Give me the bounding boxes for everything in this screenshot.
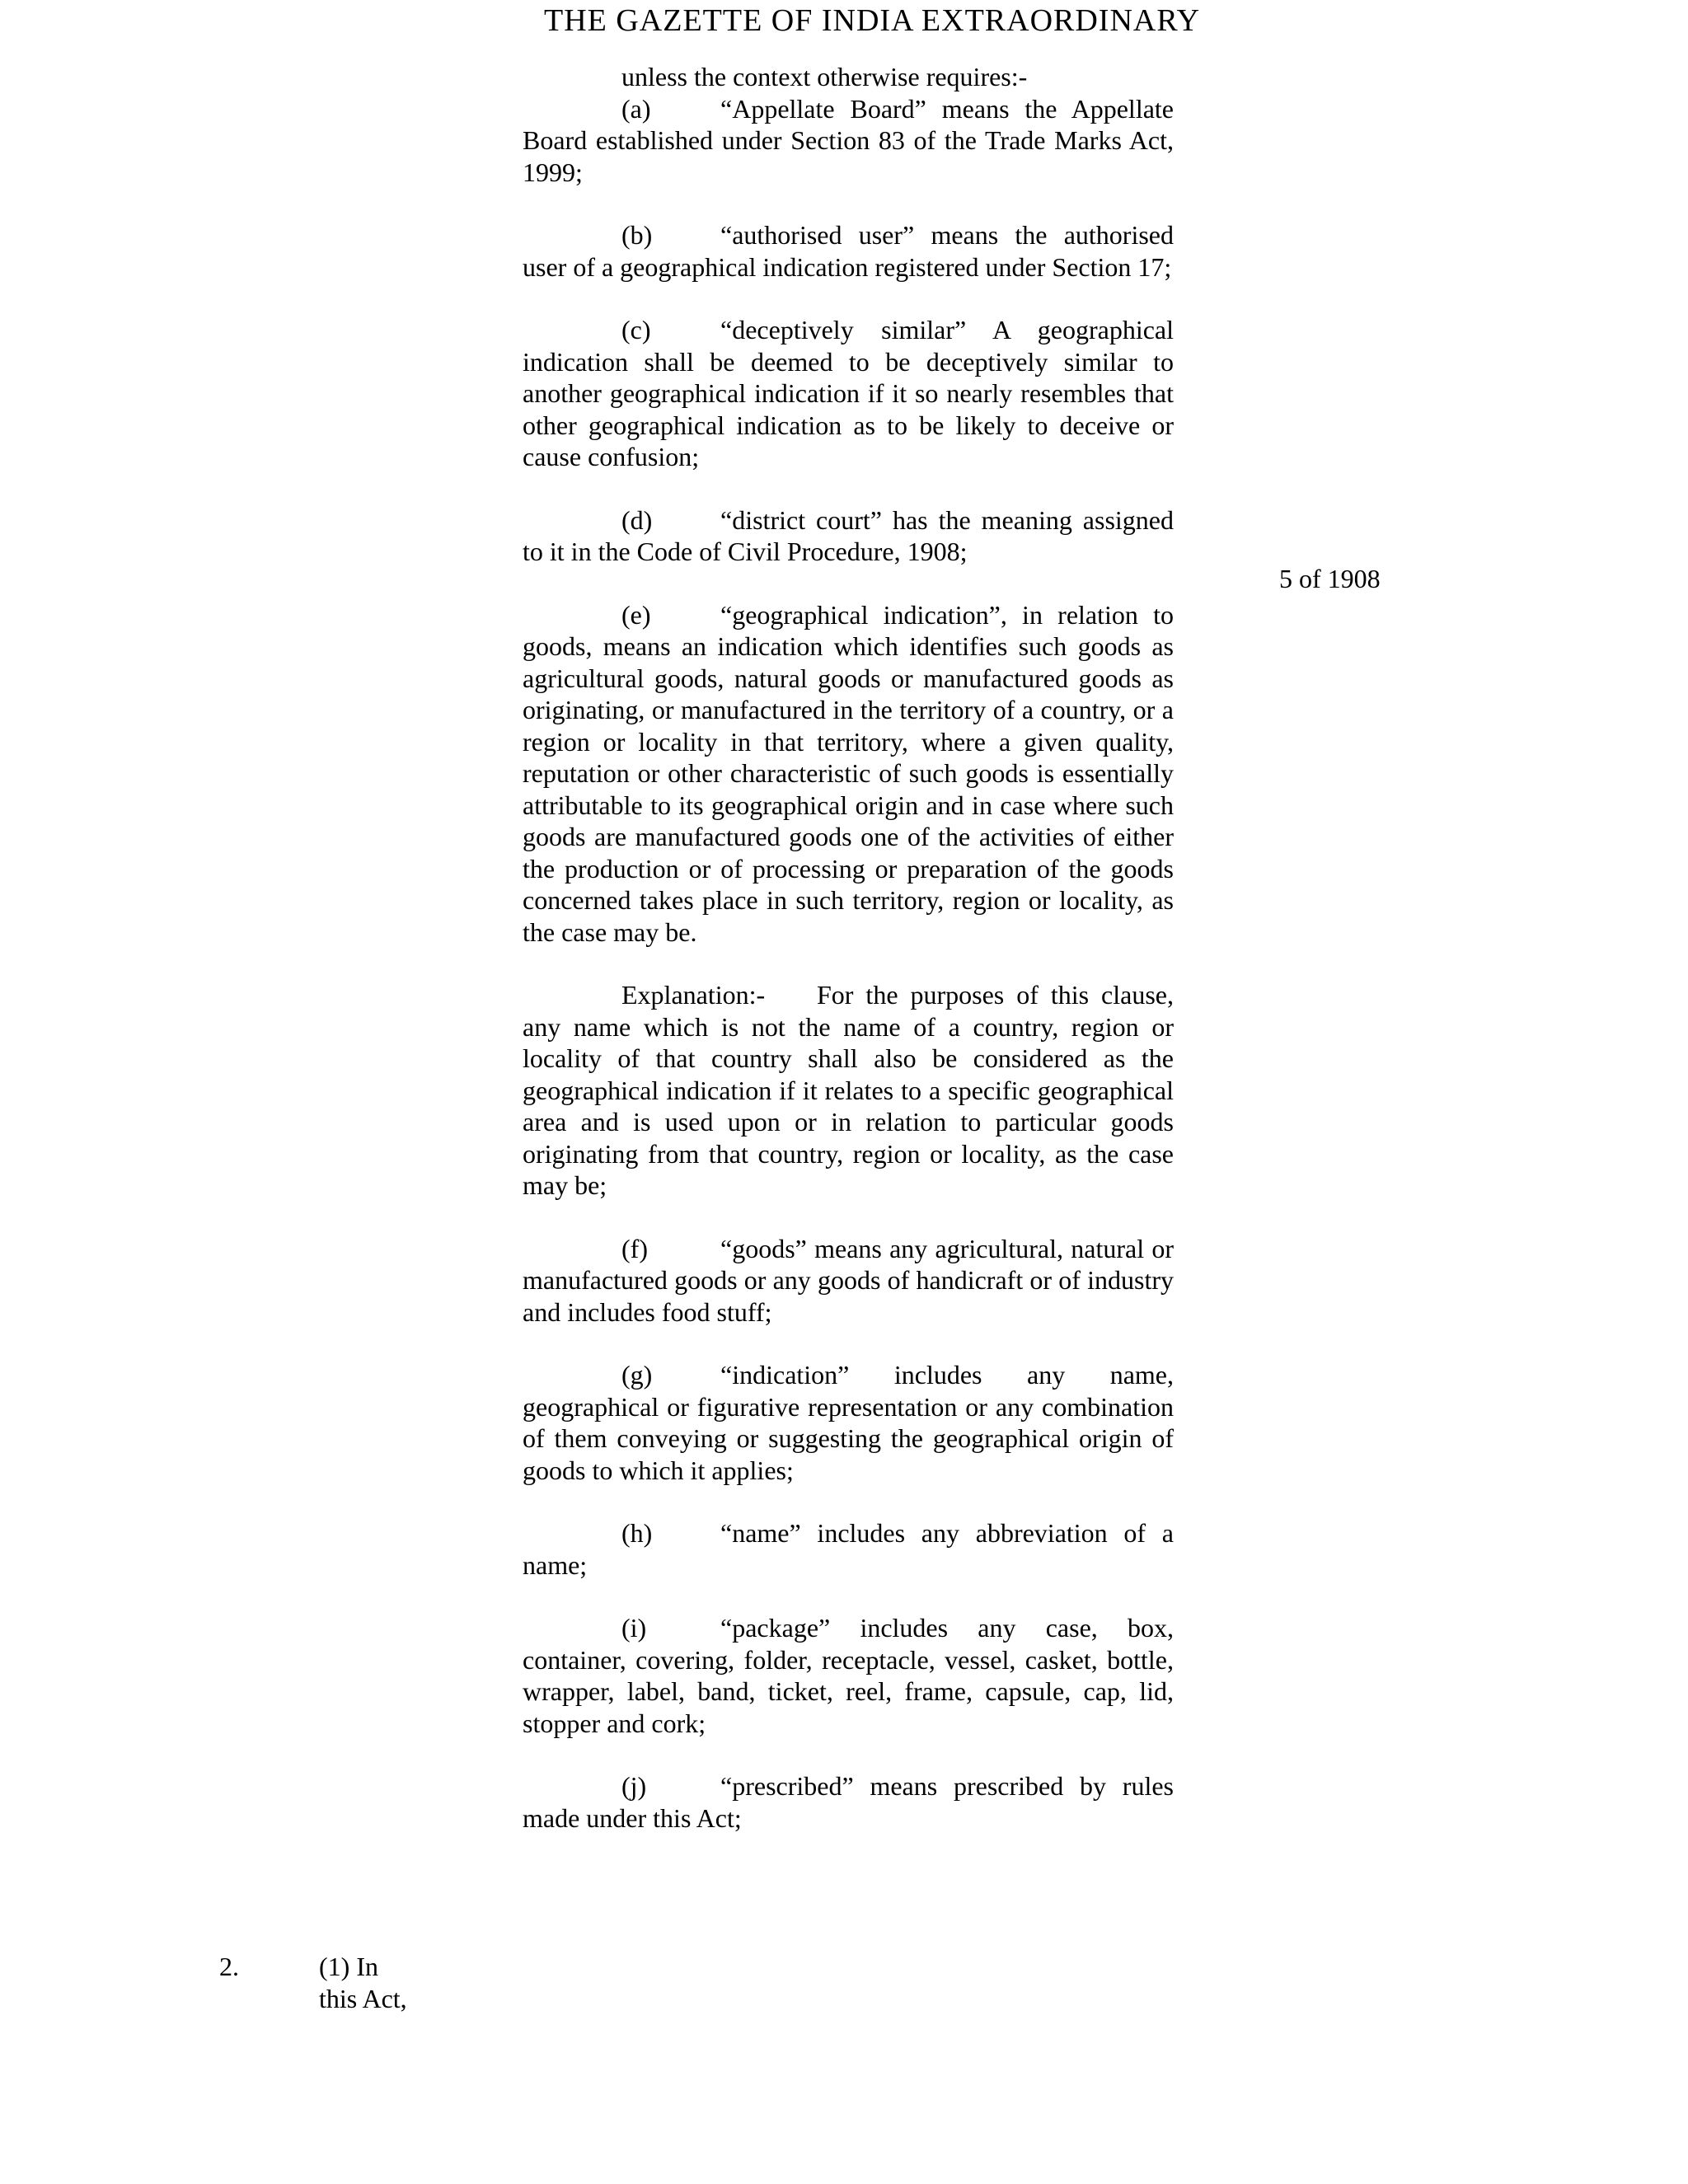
clause-label: (c) <box>621 315 651 344</box>
clause-b <box>523 219 1174 283</box>
clause-text: “name” includes any abbreviation of a name; <box>523 1518 1174 1580</box>
clause-f <box>523 1233 1174 1329</box>
clause-e <box>523 599 1174 949</box>
section-sub-line-1: (1) In <box>319 1952 378 1981</box>
clause-d <box>523 504 1174 568</box>
running-header <box>544 3 1201 54</box>
definitions-body <box>523 61 1174 1834</box>
clause-label: (b) <box>621 220 653 250</box>
clause-text: “prescribed” means prescribed by rules made under this Act; <box>523 1771 1174 1833</box>
clause-label: (e) <box>621 599 651 630</box>
clause-text: “Appellate Board” means the Appellate Board established under Section 83 of the Trade Marks Act, 1999; <box>523 93 1174 187</box>
clause-label: (f) <box>621 1233 648 1263</box>
clause-label: (h) <box>621 1518 653 1548</box>
clause-text: “package” includes any case, box, container, covering, folder, receptacle, vessel, casket, bottle, wrapper, label, band, ticket, reel, frame, capsule, cap, lid, stopper and cork; <box>523 1613 1174 1738</box>
clause-text: “goods” means any agricultural, natural or manufactured goods or any goods of handicraft or of industry and includes food stuff; <box>523 1233 1174 1327</box>
section-number: 2. <box>219 1952 239 1981</box>
clause-text: “authorised user” means the authorised user of a geographical indication registered under Section 17; <box>523 220 1174 282</box>
intro-line: unless the context otherwise requires:- <box>621 62 1028 91</box>
section-subheading <box>319 1951 451 2014</box>
clause-label: (i) <box>621 1613 647 1643</box>
clause-label: (j) <box>621 1771 647 1801</box>
clause-h <box>523 1517 1174 1581</box>
explanation <box>523 979 1174 1202</box>
margin-note-citation: 5 of 1908 <box>1279 564 1381 593</box>
clause-text: “geographical indication”, in relation to goods, means an indication which identifies such goods as agricultural goods, natural goods or manufactured goods as originating, or manufactured in the territory of a country, or a region or locality in that territory, where a given quality, reputation or other characteristic of such goods is essentially attributable to its geographical origin and in case where such goods are manufactured goods one of the activities of either the production or of processing or preparation of the goods concerned takes place in such territory, region or locality, as the case may be. <box>523 599 1174 947</box>
clause-i <box>523 1612 1174 1739</box>
clause-a <box>523 93 1174 189</box>
clause-text: “deceptively similar” A geographical indication shall be deemed to be deceptively similar to another geographical indication if it so nearly resembles that other geographical indication as to be likely to deceive or cause confusion; <box>523 315 1174 471</box>
section-sub-line-2: this Act, <box>319 1983 407 2013</box>
clause-label: (d) <box>621 504 653 535</box>
clause-text: “indication” includes any name, geographical or figurative representation or any combination of them conveying or suggesting the geographical origin of goods to which it applies; <box>523 1360 1174 1485</box>
clause-c <box>523 314 1174 473</box>
clause-g <box>523 1359 1174 1486</box>
clause-label: (g) <box>621 1360 653 1390</box>
explanation-heading: Explanation:- <box>621 980 766 1010</box>
running-header-text: THE GAZETTE OF INDIA EXTRAORDINARY <box>544 3 1201 38</box>
clause-j <box>523 1770 1174 1834</box>
clause-text: “district court” has the meaning assigned to it in the Code of Civil Procedure, 1908; <box>523 504 1174 566</box>
explanation-text: For the purposes of this clause, any name which is not the name of a country, region or locality of that country shall also be considered as the geographical indication if it relates to a specific geographical area and is used upon or in relation to particular goods originating from that country, region or locality, as the case may be; <box>523 980 1174 1200</box>
clause-label: (a) <box>621 93 651 124</box>
